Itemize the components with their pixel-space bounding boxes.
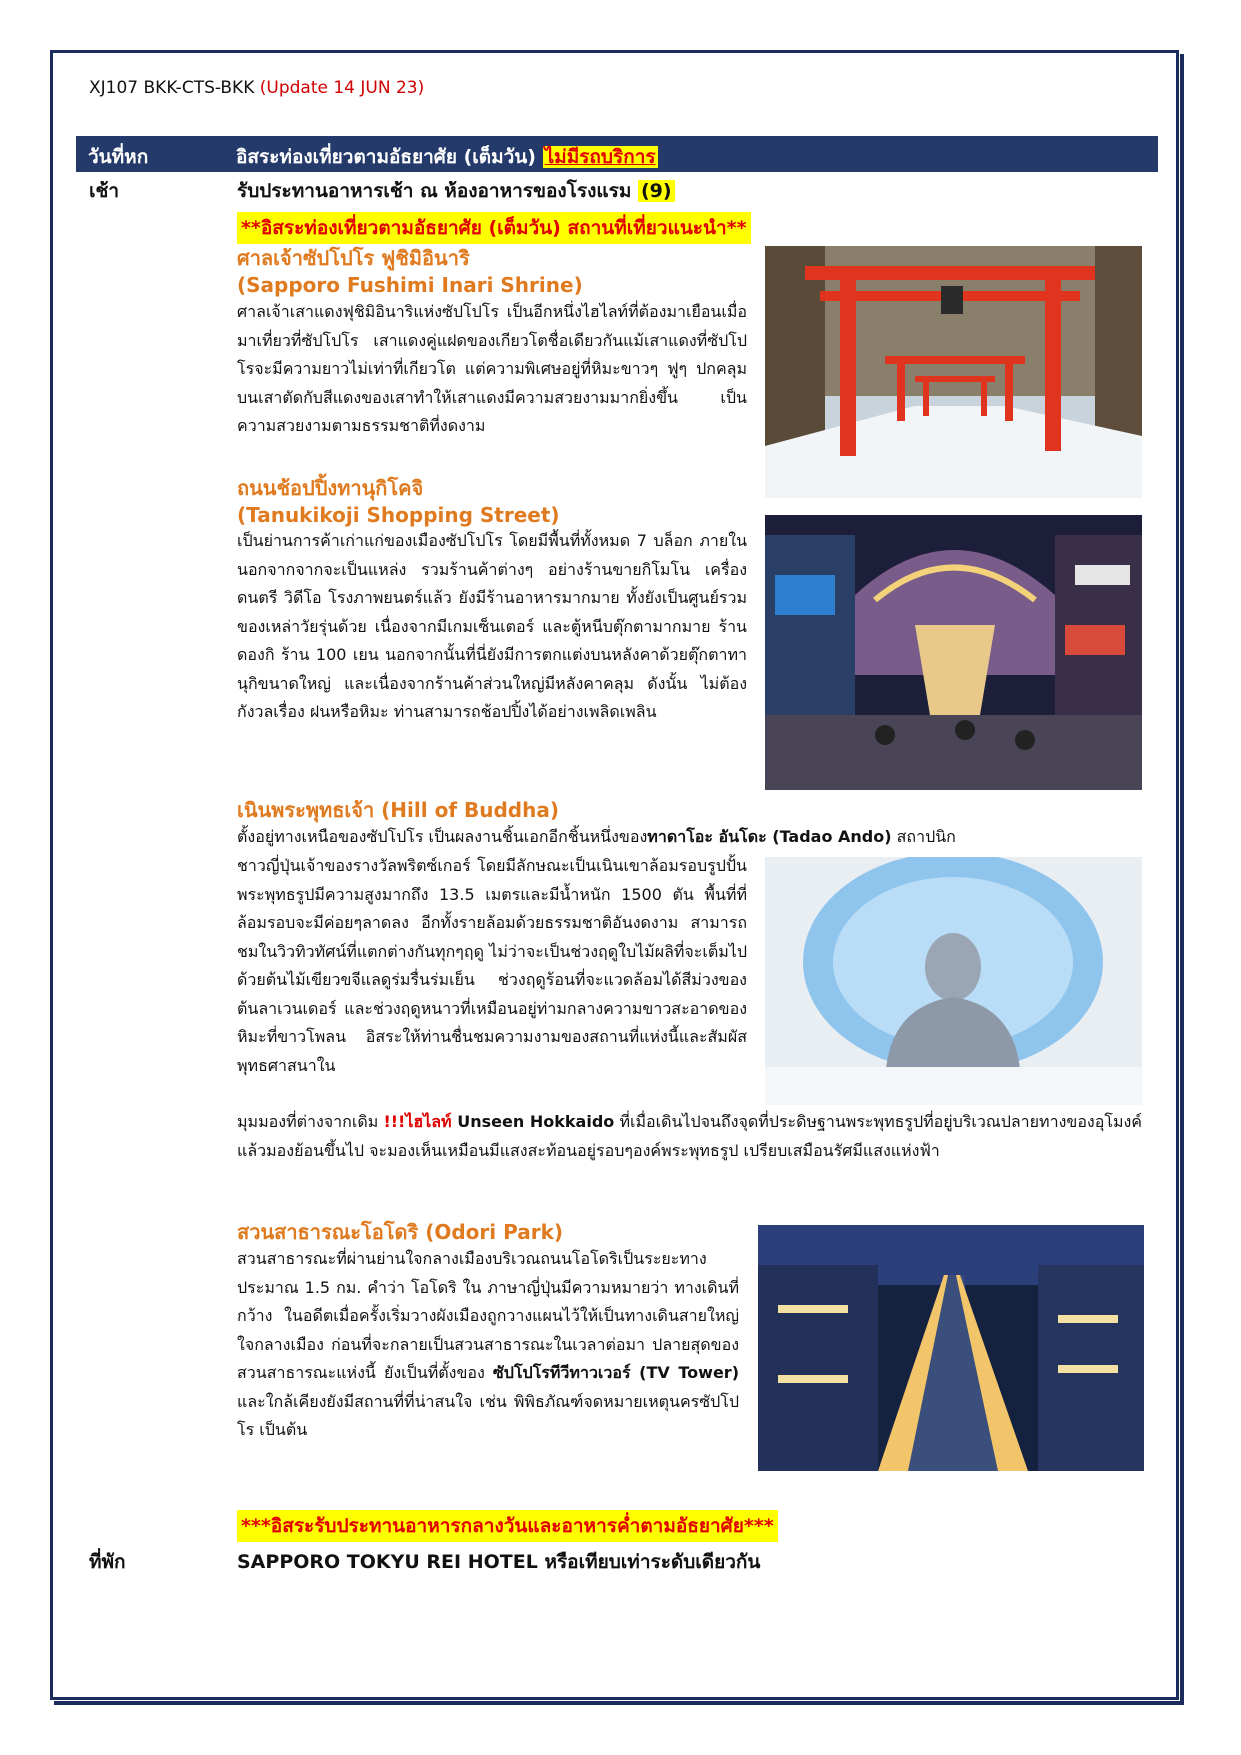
breakfast-label: เช้า [89, 180, 120, 202]
day-header-band [76, 136, 1158, 172]
section-body-odori: สวนสาธารณะที่ผ่านย่านใจกลางเมืองบริเวณถนนโอโดริเป็นระยะทางประมาณ 1.5 กม. คำว่า โอโดริ ใน ภาษาญี่ปุ่นมีความหมายว่า ทางเดินที่กว้าง ในอดีตเมื่อครั้งเริ่มวางผังเมืองถูกวางแผนไว้ให้เป็นทางเดินสายใหญ่ใจกลางเมือง ก่อนที่จะกลายเป็นสวนสาธารณะในเวลาต่อมา ปลายสุดของสวนสาธารณะแห่งนี้ ยังเป็นที่ตั้งของ ซัปโปโรทีวีทาวเวอร์ (TV Tower) และใกล้เคียงยังมีสถานที่ที่น่าสนใจ เช่น พิพิธภัณฑ์จดหมายเหตุนครซัปโปโร เป็นต้น [237, 1249, 739, 1439]
section-title-fushimi: ศาลเจ้าซัปโปโร ฟูชิมิอินาริ (Sapporo Fushimi Inari Shrine) [237, 246, 583, 297]
unseen-hokkaido: Unseen Hokkaido [451, 1112, 615, 1131]
section-title-buddha: เนินพระพุทธเจ้า (Hill of Buddha) [237, 798, 559, 822]
tanukikoji-photo [765, 515, 1142, 790]
section-body-fushimi: ศาลเจ้าเสาแดงฟุชิมิอินาริแห่งซัปโปโร เป็นอีกหนึ่งไฮไลท์ที่ต้องมาเยือนเมื่อมาเที่ยวที่ซัปโปโร เสาแดงคู่แฝดของเกียวโตชื่อเดียวกันแม้เสาแดงที่ซัปโปโรจะมีความยาวไม่เท่าที่เกียวโต แต่ความพิเศษอยู่ที่หิมะขาวๆ ฟูๆ ปกคลุมบนเสาตัดกับสีแดงของเสาทำให้เสาแดงมีความสวยงามมากยิ่งขึ้น เป็นความสวยงามตามธรรมชาติที่งดงาม [237, 302, 747, 435]
section-body-buddha: ชาวญี่ปุ่นเจ้าของรางวัลพริตซ์เกอร์ โดยมีลักษณะเป็นเนินเขาล้อมรอบรูปปั้นพระพุทธรูปมีความสูงมากถึง 13.5 เมตรและมีน้ำหนัก 1500 ตัน พื้นที่ที่ล้อมรอบจะมีค่อยๆลาดลง อีกทั้งรายล้อมด้วยธรรมชาติอันงดงาม สามารถชมในวิวทิวทัศน์ที่แตกต่างกันทุกๆฤดู ไม่ว่าจะเป็นช่วงฤดูใบไม้ผลิที่จะเต็มไปด้วยต้นไม้เขียวขจีแลดูร่มรื่นร่มเย็น ช่วงฤดูร้อนที่จะแวดล้อมได้สีม่วงของต้นลาเวนเดอร์ และช่วงฤดูหนาวที่เหมือนอยู่ท่ามกลางความขาวสะอาดของหิมะที่ขาวโพลน อิสระให้ท่านชื่นชมความงามของสถานที่แห่งนี้และสัมผัสพุทธศาสนาใน [237, 856, 747, 1075]
section-intro-buddha: ตั้งอยู่ทางเหนือของซัปโปโร เป็นผลงานชิ้นเอกอีกชิ้นหนึ่งของทาดาโอะ อันโดะ (Tadao Ando) สถาปนิก [237, 827, 956, 846]
tour-code: XJ107 BKK-CTS-BKK [89, 78, 255, 98]
hotel-text: SAPPORO TOKYU REI HOTEL หรือเทียบเท่าระดับเดียวกัน [237, 1551, 761, 1573]
highlight-tag: !!!ไฮไลท์ [383, 1112, 452, 1131]
day-label: วันที่หก [88, 146, 149, 168]
section-tail-buddha: มุมมองที่ต่างจากเดิม !!!ไฮไลท์ Unseen Hokkaido ที่เมื่อเดินไปจนถึงจุดที่ประดิษฐานพระพุทธรูปที่อยู่บริเวณปลายทางของอุโมงค์แล้วมองย้อนขึ้นไป จะมองเห็นเหมือนมีแสงสะท้อนอยู่รอบๆองค์พระพุทธรูป เปรียบเสมือนรัศมีแสงแห่งฟ้า [237, 1112, 1143, 1160]
update-date: (Update 14 JUN 23) [259, 78, 425, 98]
meals-free-banner: ***อิสระรับประทานอาหารกลางวันและอาหารค่ำตามอัธยาศัย*** [237, 1510, 778, 1542]
no-bus-note: ไม่มีรถบริการ [544, 146, 656, 168]
hotel-label: ที่พัก [89, 1551, 126, 1573]
breakfast-text: รับประทานอาหารเช้า ณ ห้องอาหารของโรงแรม (9) [237, 176, 675, 206]
page-border-shadow-right [1180, 54, 1184, 1704]
architect-name: ทาดาโอะ อันโดะ (Tadao Ando) [647, 827, 892, 846]
section-body-tanukikoji: เป็นย่านการค้าเก่าแก่ของเมืองซัปโปโร โดยมีพื้นที่ทั้งหมด 7 บล็อก ภายในนอกจากจากจะเป็นแหล่ง รวมร้านค้าต่างๆ อย่างร้านขายกิโมโน เครื่องดนตรี วิดีโอ โรงภาพยนตร์แล้ว ยังมีร้านอาหารมากมาย ทั้งยังเป็นศูนย์รวมของเหล่าวัยรุ่นด้วย เนื่องจากมีเกมเซ็นเตอร์ และตู้หนีบตุ๊กตามากมาย ร้านดองกิ ร้าน 100 เยน นอกจากนั้นที่นี่ยังมีการตกแต่งบนหลังคาด้วยตุ๊กตาทานุกิขนาดใหญ่ และเนื่องจากร้านค้าส่วนใหญ่มีหลังคาคลุม ดังนั้น ไม่ต้องกังวลเรื่อง ฝนหรือหิมะ ท่านสามารถช้อปปิ้งได้อย่างเพลิดเพลิน [237, 531, 747, 721]
meal-number: (9) [638, 180, 675, 202]
hotel-name: SAPPORO TOKYU REI HOTEL [237, 1551, 538, 1573]
section-title-odori: สวนสาธารณะโอโดริ (Odori Park) [237, 1220, 564, 1244]
tv-tower: ซัปโปโรทีวีทาวเวอร์ (TV Tower) [492, 1363, 739, 1382]
page-border-shadow-bottom [54, 1701, 1184, 1705]
section-title-tanukikoji: ถนนช้อปปิ้งทานุกิโคจิ (Tanukikoji Shopping Street) [237, 476, 560, 527]
tour-code-header [89, 78, 424, 98]
free-day-banner: **อิสระท่องเที่ยวตามอัธยาศัย (เต็มวัน) สถานที่เที่ยวแนะนำ** [237, 212, 751, 244]
day-title: อิสระท่องเที่ยวตามอัธยาศัย (เต็มวัน) ไม่มีรถบริการ [236, 146, 656, 168]
fushimi-inari-photo [765, 246, 1142, 498]
odori-park-photo [758, 1225, 1144, 1471]
hill-of-buddha-photo [765, 857, 1142, 1105]
